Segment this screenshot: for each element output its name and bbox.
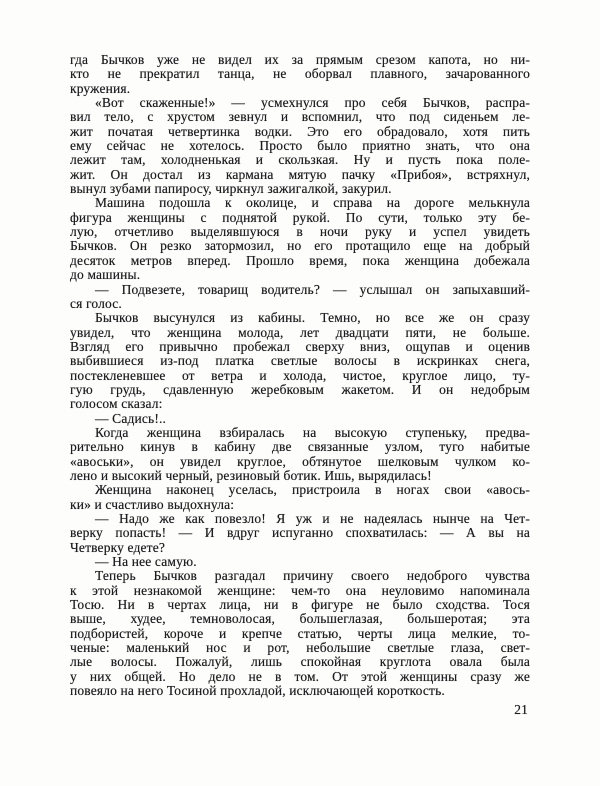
text-line: ему сейчас не хотелось. Просто было приятно знать, что она: [70, 138, 530, 154]
text-line: увидел, что женщина молода, лет двадцати пяти, не больше.: [70, 324, 530, 340]
paragraph: [70, 569, 530, 698]
text-line: — Садись!..: [95, 410, 167, 426]
text-line: выше, худее, темноволосая, большеглазая, большеротая; эта: [70, 611, 530, 627]
text-line: жит. Он достал из кармана мятую пачку «Прибоя», встряхнул,: [70, 166, 530, 182]
paragraph: [70, 426, 530, 483]
text-line: рительно кинув в кабину две связанные узлом, туго набитые: [70, 439, 530, 455]
text-line: повеяло на него Тосиной прохладой, исключающей короткость.: [70, 683, 445, 699]
text-line: «авоськи», он увидел круглое, обтянутое шелковым чулком ко-: [70, 453, 530, 469]
text-line: голосом сказал:: [70, 396, 163, 412]
text-line: десяток метров вперед. Прошло время, пока женщина добежала: [70, 252, 530, 268]
text-line: гда Бычков уже не видел их за прямым срезом капота, но ни-: [70, 52, 530, 67]
text-line: Бычков. Он резко затормозил, но его протащило еще на добрый: [70, 238, 530, 254]
text-line: у них общей. Но дело не в том. От этой женщины сразу же: [70, 668, 530, 684]
text-line: Тосю. Ни в чертах лица, ни в фигуре не было сходства. Тося: [70, 597, 530, 613]
text-line: вынул зубами папиросу, чиркнул зажигалкой, закурил.: [70, 181, 392, 197]
text-line: Женщина наконец уселась, пристроила в ногах свои «авось-: [95, 482, 530, 498]
text-line: ся голос.: [70, 295, 122, 311]
text-line: верку попасть! — И вдруг испуганно спохватилась: — А вы на: [70, 525, 530, 541]
text-line: вил тело, с хрустом зевнул и вспомнил, что под сиденьем ле-: [70, 109, 530, 125]
text-line: Четверку едете?: [70, 539, 166, 555]
text-line: постекленевшее от ветра и холода, чистое, круглое лицо, ту-: [70, 367, 530, 383]
text-line: ченые: маленький нос и рот, небольшие светлые глаза, свет-: [70, 640, 530, 656]
text-line: Бычков высунулся из кабины. Темно, но все же он сразу: [95, 310, 530, 326]
text-line: кто не прекратил танца, не оборвал плавного, зачарованного: [70, 66, 530, 82]
text-line: к этой незнакомой женщине: чем-то она неуловимо напоминала: [70, 582, 530, 598]
text-line: жит початая четвертинка водки. Это его обрадовало, хотя пить: [70, 123, 530, 139]
paragraph: [70, 311, 530, 411]
text-line: — На нее самую.: [95, 554, 197, 570]
text-line: подбористей, короче и крепче статью, черты лица мелкие, то-: [70, 625, 530, 641]
text-line: Взгляд его привычно пробежал сверху вниз, ощупав и оценив: [70, 338, 530, 354]
text-line: лые волосы. Пожалуй, лишь спокойная круглота овала была: [70, 654, 530, 670]
text-line: выбившиеся из-под платка светлые волосы в искринках снега,: [70, 353, 530, 369]
text-line: лено и высокий черный, резиновый ботик. Ишь, вырядилась!: [70, 467, 432, 483]
paragraph: [70, 283, 530, 312]
paragraph: [70, 96, 530, 196]
text-line: кружения.: [70, 80, 131, 96]
page-text: [70, 53, 530, 718]
text-line: Теперь Бычков разгадал причину своего недоброго чувства: [95, 568, 530, 584]
text-line: — Надо же как повезло! Я уж и не надеялась нынче на Чет-: [95, 511, 530, 526]
text-line: Когда женщина взбиралась на высокую ступеньку, предва-: [95, 424, 530, 440]
paragraph: [70, 555, 530, 569]
text-line: «Вот скаженные!» — усмехнулся про себя Бычков, распра-: [95, 95, 530, 111]
page-number: 21: [514, 702, 528, 718]
paragraph: [70, 483, 530, 512]
paragraph: [70, 196, 530, 282]
text-line: фигура женщины с поднятой рукой. По сути, только эту бе-: [70, 209, 530, 225]
text-line: гую грудь, сдавленную жеребковым жакетом. И он недобрым: [70, 381, 530, 397]
text-line: — Подвезете, товарищ водитель? — услышал он запыхавший-: [95, 281, 530, 297]
text-line: лежит там, холодненькая и скользкая. Ну и пусть пока поле-: [70, 152, 530, 168]
paragraph: [70, 512, 530, 555]
text-line: Машина подошла к околице, и справа на дороге мелькнула: [95, 195, 530, 211]
paragraph: [70, 53, 530, 96]
text-line: до машины.: [70, 267, 141, 283]
text-line: ки» и счастливо выдохнула:: [70, 496, 235, 512]
paragraph: [70, 412, 530, 426]
text-line: лую, отчетливо выделявшуюся в ночи руку и успел увидеть: [70, 224, 530, 240]
